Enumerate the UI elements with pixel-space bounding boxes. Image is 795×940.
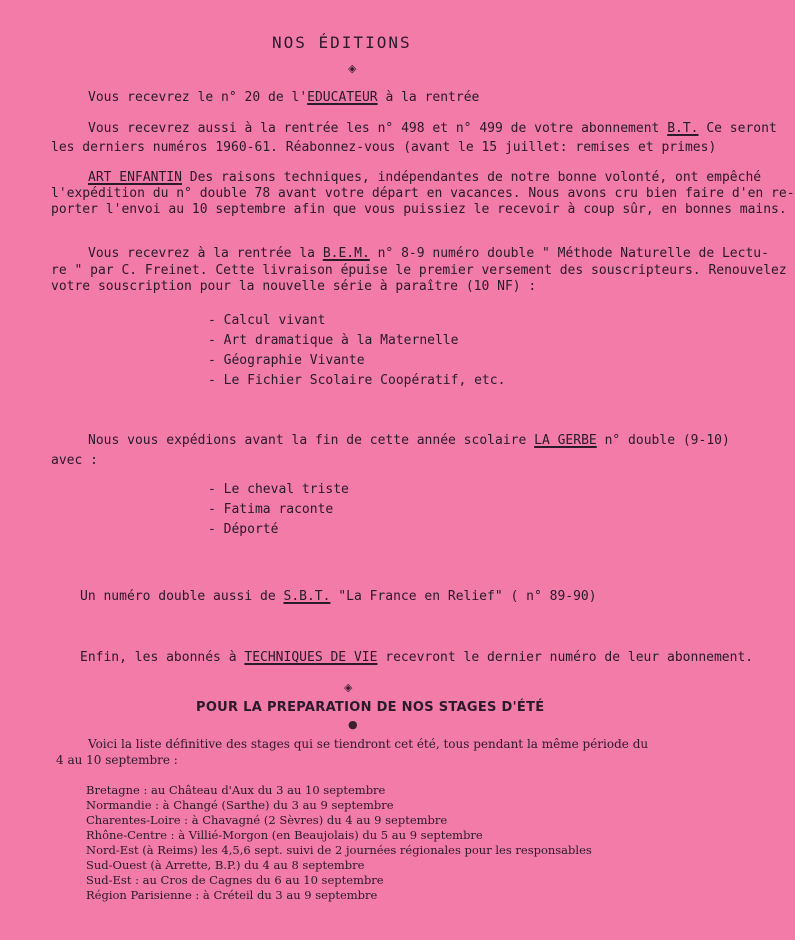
stage-item: Nord-Est (à Reims) les 4,5,6 sept. suivi de 2 journées régionales pour les responsables	[86, 843, 592, 857]
bem-text-post: n° 8-9 numéro double " Méthode Naturelle de Lectu-	[377, 246, 769, 261]
bt-line-1	[88, 121, 777, 137]
list-item: - Art dramatique à la Maternelle	[208, 333, 459, 348]
stage-item: Sud-Ouest (à Arrette, B.P.) du 4 au 8 septembre	[86, 858, 365, 872]
bem-line-2: re " par C. Freinet. Cette livraison épuise le premier versement des souscripteurs. Renouvelez	[51, 263, 787, 278]
art-line-3: porter l'envoi au 10 septembre afin que vous puissiez le recevoir à coup sûr, en bonnes mains.	[51, 202, 787, 217]
stage-item: Normandie : à Changé (Sarthe) du 3 au 9 septembre	[86, 798, 394, 812]
gerbe-line-1	[88, 433, 730, 449]
stages-heading: POUR LA PREPARATION DE NOS STAGES D'ÉTÉ	[196, 700, 545, 715]
sbt-line	[80, 589, 597, 605]
ornament-icon: ◈	[348, 62, 357, 75]
educateur-text-pre: Vous recevrez le n° 20 de l'	[88, 90, 308, 105]
stage-item: Rhône-Centre : à Villié-Morgon (en Beaujolais) du 5 au 9 septembre	[86, 828, 483, 842]
stage-item: Bretagne : au Château d'Aux du 3 au 10 septembre	[86, 783, 386, 797]
sbt-text-pre: Un numéro double aussi de	[80, 589, 276, 604]
list-item: - Déporté	[208, 522, 279, 537]
list-item: - Géographie Vivante	[208, 353, 365, 368]
list-item: - Le Fichier Scolaire Coopératif, etc.	[208, 373, 506, 388]
list-item: - Calcul vivant	[208, 313, 326, 328]
bt-line-2: les derniers numéros 1960-61. Réabonnez-vous (avant le 15 juillet: remises et primes)	[51, 140, 717, 155]
list-item: - Fatima raconte	[208, 502, 334, 517]
art-enfantin-title: ART ENFANTIN	[88, 170, 182, 185]
la-gerbe-title: LA GERBE	[534, 433, 597, 448]
gerbe-line-2: avec :	[51, 453, 98, 468]
tdv-line	[80, 650, 753, 666]
stage-item: Sud-Est : au Cros de Cagnes du 6 au 10 septembre	[86, 873, 384, 887]
educateur-title: EDUCATEUR	[307, 90, 378, 105]
techniques-de-vie-title: TECHNIQUES DE VIE	[244, 650, 378, 665]
bem-line-1	[88, 246, 769, 262]
bem-line-3: votre souscription pour la nouvelle série à paraître (10 NF) :	[51, 279, 537, 294]
bt-text-pre: Vous recevrez aussi à la rentrée les n° 498 et n° 499 de votre abonnement	[88, 121, 660, 136]
bt-title: B.T.	[667, 121, 699, 136]
gerbe-text-post: n° double (9-10)	[604, 433, 730, 448]
educateur-line	[88, 90, 479, 106]
sbt-text-post: "La France en Relief" ( n° 89-90)	[338, 589, 597, 604]
stages-intro-1: Voici la liste définitive des stages qui se tiendront cet été, tous pendant la même période du	[88, 737, 649, 751]
gerbe-text-pre: Nous vous expédions avant la fin de cette année scolaire	[88, 433, 527, 448]
bem-title: B.E.M.	[322, 246, 370, 261]
bullet-dot-icon: ●	[348, 718, 358, 731]
art-line-1	[88, 170, 761, 186]
tdv-text-post: recevront le dernier numéro de leur abonnement.	[385, 650, 754, 665]
list-item: - Le cheval triste	[208, 482, 349, 497]
stages-intro-2: 4 au 10 septembre :	[56, 753, 178, 767]
tdv-text-pre: Enfin, les abonnés à	[80, 650, 237, 665]
stage-item: Charentes-Loire : à Chavagné (2 Sèvres) du 4 au 9 septembre	[86, 813, 448, 827]
ornament-icon: ◈	[344, 681, 353, 694]
educateur-text-post: à la rentrée	[385, 90, 480, 105]
bt-text-post: Ce seront	[706, 121, 777, 136]
art-text-1: Des raisons techniques, indépendantes de notre bonne volonté, ont empêché	[189, 170, 762, 185]
bem-text-pre: Vous recevrez à la rentrée la	[88, 246, 315, 261]
page-title: NOS ÉDITIONS	[272, 33, 412, 52]
art-line-2: l'expédition du n° double 78 avant votre départ en vacances. Nous avons cru bien faire d'en re-	[51, 186, 795, 201]
sbt-title: S.B.T.	[283, 589, 331, 604]
stage-item: Région Parisienne : à Créteil du 3 au 9 septembre	[86, 888, 378, 902]
